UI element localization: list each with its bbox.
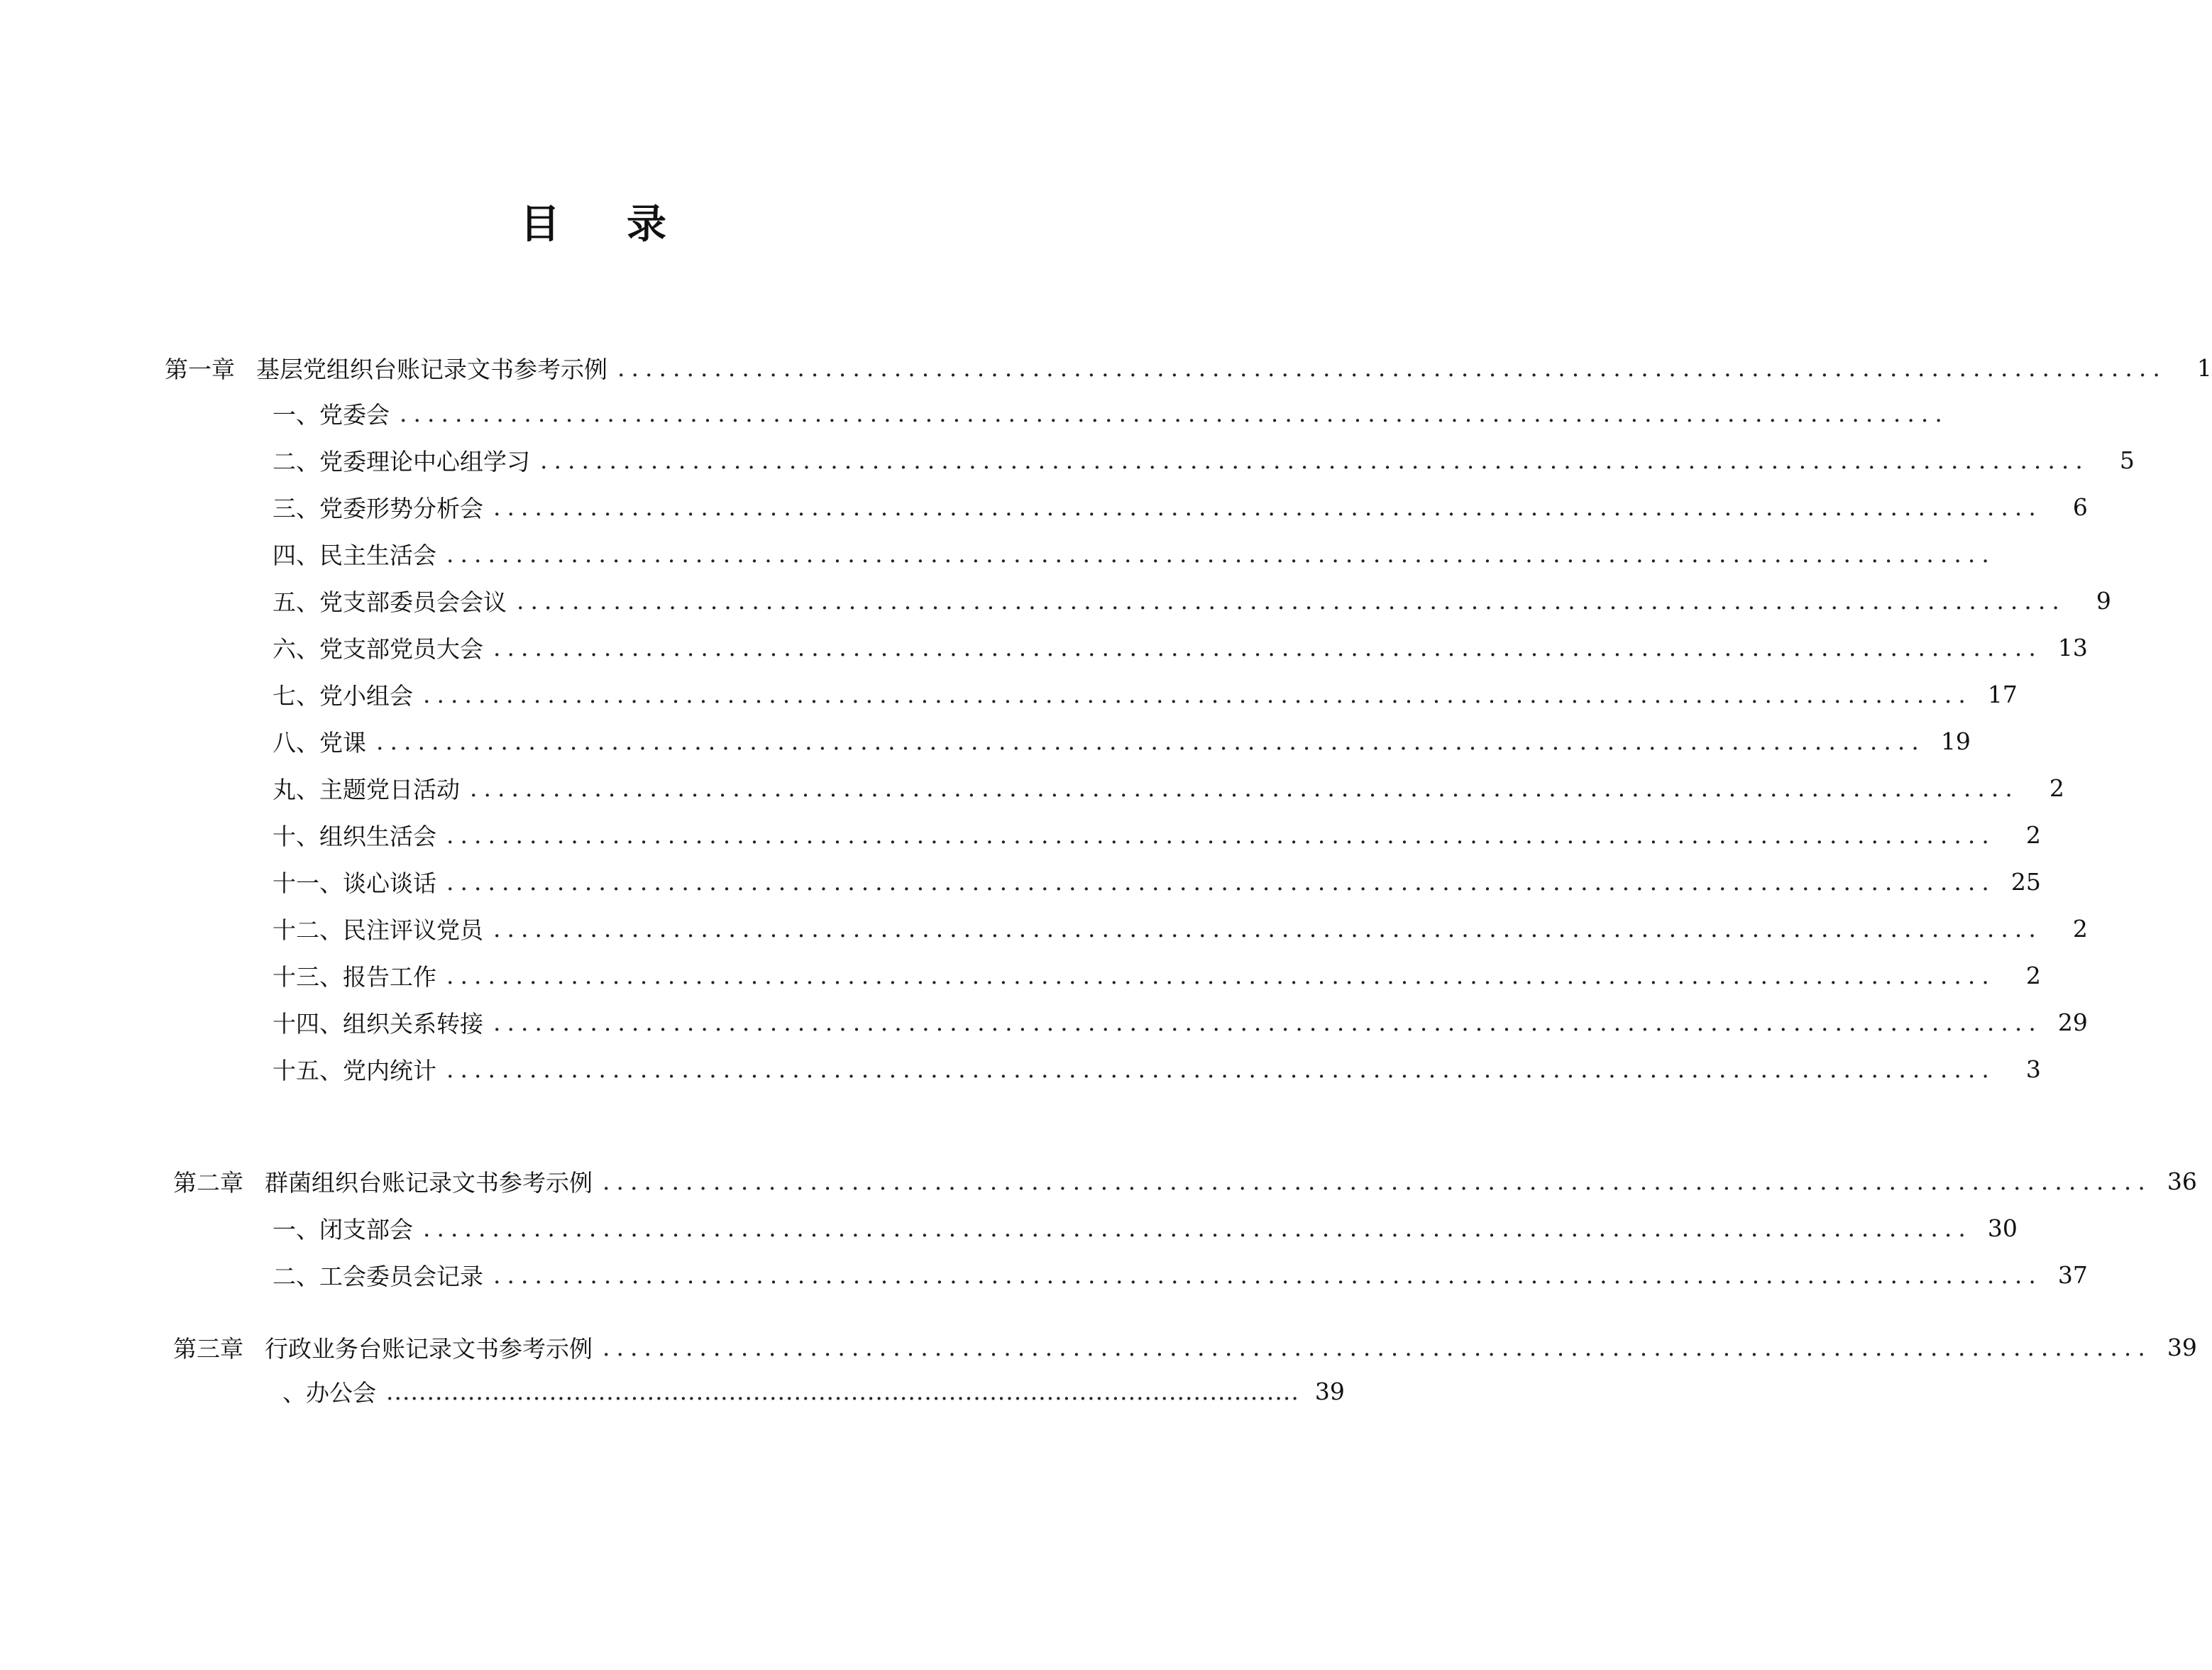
toc-chapter-1[interactable] xyxy=(165,346,2212,389)
dot-leader: ................................................................................................................ xyxy=(446,1055,1996,1083)
toc-item-label: 八、党课 xyxy=(273,728,366,757)
page-number: 29 xyxy=(2057,1008,2088,1036)
toc-item-label: 二、工会委员会记录 xyxy=(273,1262,483,1290)
toc-item[interactable] xyxy=(282,1370,1345,1412)
toc-item-label: 三、党委形势分析会 xyxy=(273,494,483,522)
toc-item-label: 二、党委理论中心组学习 xyxy=(273,447,530,476)
dot-leader: ................................................................................................................ xyxy=(517,586,2066,615)
page-number: 9 xyxy=(2096,586,2111,615)
toc-item[interactable] xyxy=(273,579,2111,622)
toc-item-label: 十五、党内统计 xyxy=(273,1056,436,1084)
page-number: 5 xyxy=(2119,446,2135,474)
toc-item-label: 丸、主题党日活动 xyxy=(273,775,460,803)
page-number: 3 xyxy=(2025,1055,2041,1083)
dot-leader: ................................................................................................................ xyxy=(493,1008,2042,1036)
toc-item[interactable] xyxy=(273,439,2135,481)
page-number: 25 xyxy=(2010,867,2041,896)
toc-item[interactable] xyxy=(273,1207,2018,1249)
toc-item[interactable] xyxy=(273,673,2018,715)
toc-item[interactable] xyxy=(273,485,2088,528)
page-number: 37 xyxy=(2057,1260,2088,1289)
page-number: 2 xyxy=(2025,820,2041,849)
title-char-2: 录 xyxy=(627,202,669,248)
chapter-title: 行政业务台账记录文书参考示例 xyxy=(265,1334,593,1363)
page-number: 6 xyxy=(2072,493,2088,521)
chapter-number: 第二章 xyxy=(173,1168,243,1197)
toc-chapter-3[interactable] xyxy=(173,1326,2197,1368)
page-number: 39 xyxy=(2167,1333,2197,1361)
toc-item[interactable] xyxy=(273,954,2041,996)
dot-leader: ................................................................................................................ xyxy=(602,1167,2152,1195)
page-number: 1 xyxy=(2196,353,2212,382)
toc-item-label: 一、党委会 xyxy=(273,400,390,429)
toc-item[interactable] xyxy=(273,1253,2088,1296)
page-number: 13 xyxy=(2057,633,2088,661)
page-number: 36 xyxy=(2167,1167,2197,1195)
toc-item-label: 四、民主生活会 xyxy=(273,541,436,569)
toc-item-label: 十一、谈心谈话 xyxy=(273,869,436,897)
toc-item-label: 十三、报告工作 xyxy=(273,962,436,991)
toc-item-label: 六、党支部党员大会 xyxy=(273,635,483,663)
page-number: 17 xyxy=(1987,680,2018,708)
dot-leader: ................................................................................................................ xyxy=(376,727,1925,755)
dot-leader: ................................................................................................................ xyxy=(446,820,1996,849)
dot-leader: ................................................................................................................ xyxy=(446,961,1996,989)
dot-leader: ................................................................................................................ xyxy=(386,1377,1299,1405)
page-number: 2 xyxy=(2025,961,2041,989)
page-number: 19 xyxy=(1940,727,1971,755)
dot-leader: ................................................................................................................ xyxy=(493,493,2042,521)
toc-item[interactable] xyxy=(273,532,1996,575)
dot-leader: ................................................................................................................ xyxy=(493,1260,2042,1289)
dot-leader: ................................................................................................................ xyxy=(446,539,1996,568)
toc-item[interactable] xyxy=(273,860,2041,903)
toc-item-label: 五、党支部委员会会议 xyxy=(273,588,507,616)
page-number: 30 xyxy=(1987,1214,2018,1242)
dot-leader: ................................................................................................................ xyxy=(446,867,1996,896)
chapter-number: 第一章 xyxy=(165,355,235,383)
toc-chapter-2[interactable] xyxy=(173,1160,2197,1202)
toc-item[interactable] xyxy=(273,392,1949,434)
dot-leader: ................................................................................................................ xyxy=(540,446,2089,474)
chapter-title: 基层党组织台账记录文书参考示例 xyxy=(256,355,607,383)
page-number: 2 xyxy=(2072,914,2088,943)
dot-leader: ................................................................................................................ xyxy=(423,680,1972,708)
toc-item-label: 十二、民注评议党员 xyxy=(273,916,483,944)
toc-item-label: 十、组织生活会 xyxy=(273,822,436,850)
chapter-title: 群菌组织台账记录文书参考示例 xyxy=(265,1168,593,1197)
title-char-1: 目 xyxy=(520,202,563,248)
toc-item[interactable] xyxy=(273,720,1971,762)
dot-leader: ................................................................................................................ xyxy=(400,399,1949,427)
toc-item[interactable] xyxy=(273,907,2088,950)
toc-item[interactable] xyxy=(273,767,2064,809)
toc-item-label: 七、党小组会 xyxy=(273,681,413,710)
toc-item-label: 、办公会 xyxy=(282,1378,376,1407)
dot-leader: ................................................................................................................ xyxy=(602,1333,2152,1361)
dot-leader: ................................................................................................................ xyxy=(617,353,2167,382)
page-number: 2 xyxy=(2049,774,2064,802)
dot-leader: ................................................................................................................ xyxy=(423,1214,1972,1242)
toc-item[interactable] xyxy=(273,1001,2088,1043)
page-title xyxy=(0,193,1189,250)
dot-leader: ................................................................................................................ xyxy=(470,774,2019,802)
dot-leader: ................................................................................................................ xyxy=(493,633,2042,661)
chapter-number: 第三章 xyxy=(173,1334,243,1363)
page-number: 39 xyxy=(1314,1377,1345,1405)
dot-leader: ................................................................................................................ xyxy=(493,914,2042,943)
toc-item[interactable] xyxy=(273,1048,2041,1090)
toc-item-label: 一、闭支部会 xyxy=(273,1215,413,1243)
toc-item-label: 十四、组织关系转接 xyxy=(273,1009,483,1038)
toc-item[interactable] xyxy=(273,813,2041,856)
toc-item[interactable] xyxy=(273,626,2088,669)
